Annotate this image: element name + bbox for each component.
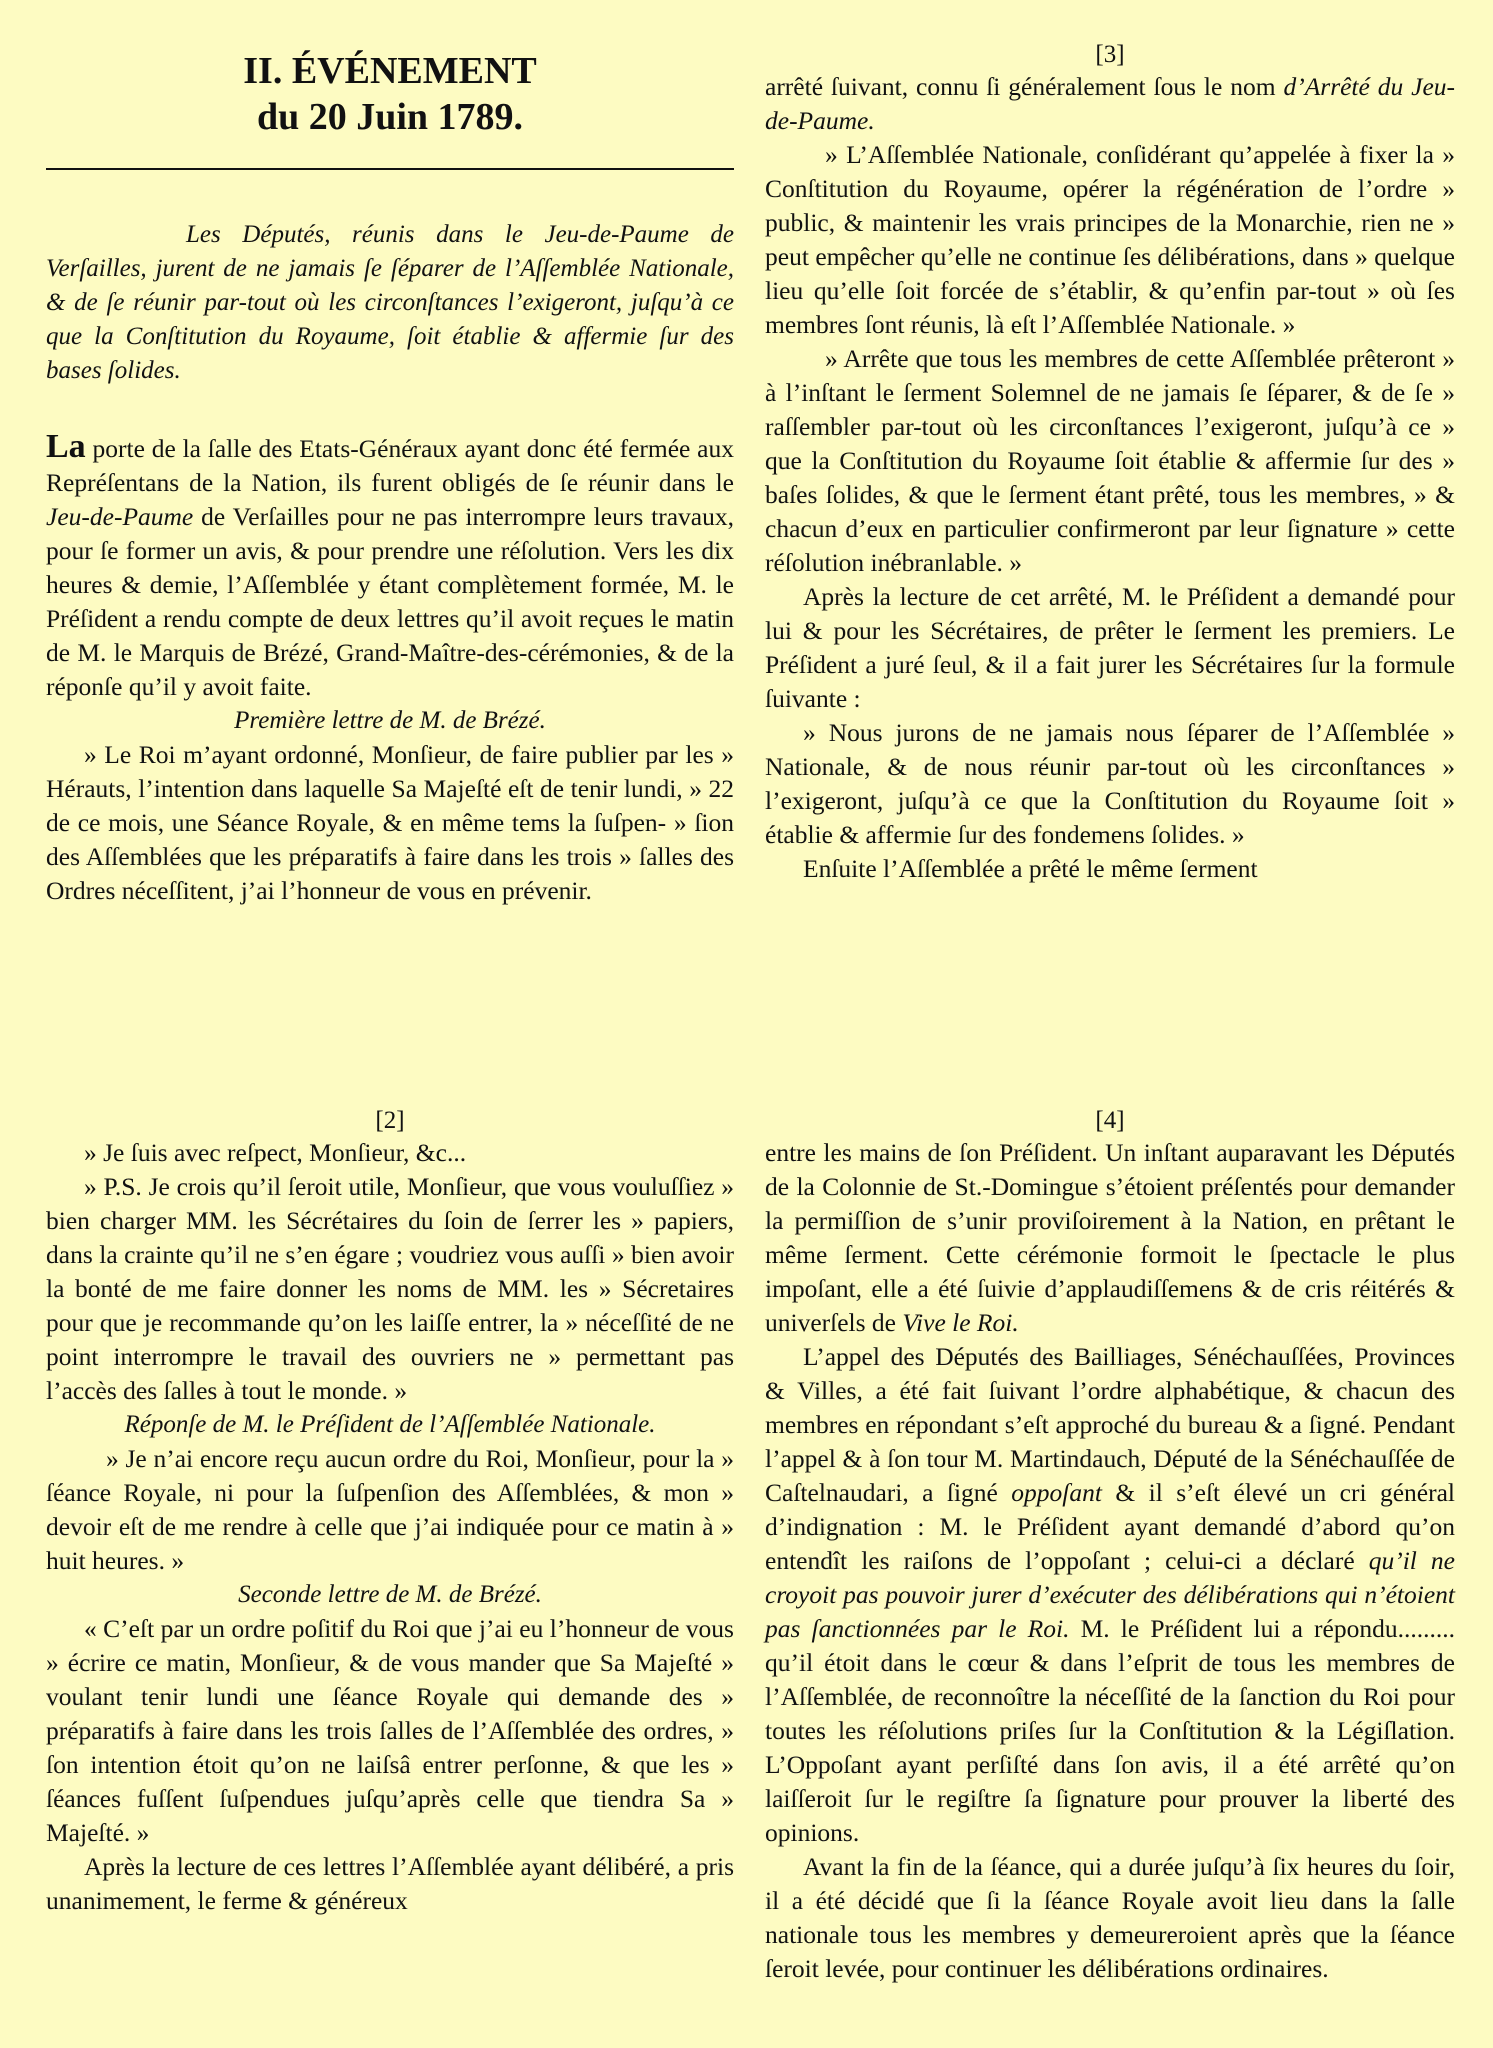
paragraph xyxy=(765,1136,1455,1340)
page-number: [2] xyxy=(375,1107,405,1134)
page-number: [4] xyxy=(1095,1107,1125,1134)
paragraph-emphasis: d’Arrêté du Jeu-de-Paume. xyxy=(765,72,1456,135)
paragraph: Après la lecture de ces lettres l’Aſſemblée ayant délibéré, a pris unanimement, le ferme & généreux xyxy=(46,1852,734,1915)
lettrine: La xyxy=(46,428,86,465)
paragraph-text: & il s’eſt élevé un cri général d’indignation : M. le Préſident ayant demandé d’abord qu’on entendît les raiſons de l’oppoſant ; celui-ci a déclaré xyxy=(765,1478,1455,1575)
paragraph-text: M. le Préſident lui a répondu......... qu’il étoit dans le cœur & dans l’eſprit de tous les membres de l’Aſſemblée, de reconnoître la néceſſité de la ſanction du Roi pour toutes les réſolutions priſes ſur la Conſtitution & la Légiſlation. L’Oppoſant ayant perſiſté dans ſon avis, il a été arrêté qu’on laiſſeroit ſur le regiſtre ſa ſignature pour prouver la liberté des opinions. xyxy=(765,1614,1455,1847)
paragraph xyxy=(765,70,1455,138)
letter-1-text: » Le Roi m’ayant ordonné, Monſieur, de faire publier par les » Hérauts, l’intention dans laquelle Sa Majeſté eſt de tenir lundi, » 22 de ce mois, une Séance Royale, & en même tems la ſuſpen- » ſion des Aſſemblées que les préparatifs à faire dans les trois » ſalles des Ordres néceſſitent, j’ai l’honneur de vous en prévenir. xyxy=(46,740,734,905)
letter-1-heading: Première lettre de M. de Brézé. xyxy=(234,707,546,734)
paragraph: Avant la fin de la ſéance, qui a durée juſqu’à ſix heures du ſoir, il a été décidé que ſi la ſéance Royale avoit lieu dans la ſalle nationale tous les membres y demeureroient après que la ſéance ſeroit levée, pour continuer les délibérations ordinaires. xyxy=(765,1852,1455,1983)
paragraph-emphasis: Vive le Roi. xyxy=(902,1308,1019,1337)
page-2 xyxy=(46,1106,734,1918)
paragraph-text: arrêté ſuivant, connu ſi généralement ſous le nom xyxy=(765,72,1284,101)
letter-2-text: « C’eſt par un ordre poſitif du Roi que j’ai eu l’honneur de vous » écrire ce matin, Monſieur, & de vous mander que Sa Majeſté » voulant tenir lundi une ſéance Royale qui demande des » préparatifs à faire dans les trois ſalles de l’Aſſemblée des ordres, » ſon intention étoit qu’on ne laiſsâ entrer perſonne, & que les » ſéances fuſſent ſuſpendues juſqu’après celle que tiendra Sa » Majeſté. » xyxy=(46,1614,734,1847)
letter-closing: » Je ſuis avec reſpect, Monſieur, &c... xyxy=(84,1138,467,1167)
paragraph: Enſuite l’Aſſemblée a prêté le même ſerment xyxy=(803,854,1258,883)
decree-paragraph-1: » L’Aſſemblée Nationale, conſidérant qu’appelée à fixer la » Conſtitution du Royaume, opérer la régénération de l’ordre » public, & maintenir les vrais principes de la Monarchie, rien ne » peut empêcher qu’elle ne continue ſes délibérations, dans » quelque lieu qu’elle ſoit forcée de s’établir, & qu’enfin par-tout » où ſes membres ſont réunis, là eſt l’Aſſemblée Nationale. » xyxy=(765,140,1455,339)
body-emphasis: Jeu-de-Paume xyxy=(46,502,194,531)
letter-2-heading: Seconde lettre de M. de Brézé. xyxy=(238,1581,542,1608)
paragraph-emphasis: qu’il ne croyoit pas pouvoir jurer d’exécuter des délibérations qui n’étoient pas ſanctionnées par le Roi. xyxy=(765,1546,1455,1643)
body-paragraph xyxy=(46,430,734,704)
page-title xyxy=(46,48,734,140)
oath-text: » Nous jurons de ne jamais nous ſéparer de l’Aſſemblée » Nationale, & de nous réunir par-tout où les circonſtances » l’exigeront, juſqu’à ce que la Conſtitution du Royaume ſoit » établie & affermie ſur des fondemens ſolides. » xyxy=(765,718,1455,849)
page-3 xyxy=(765,40,1455,886)
paragraph-emphasis: oppoſant xyxy=(1011,1478,1102,1507)
postscript: » P.S. Je crois qu’il ſeroit utile, Monſieur, que vous vouluſſiez » bien charger MM. les Sécrétaires du ſoin de ſerrer les » papiers, dans la crainte qu’il ne s’en égare ; voudriez vous auſſi » bien avoir la bonté de me faire donner les noms de MM. les » Sécretaires pour que je recommande qu’on les laiſſe entrer, la » néceſſité de ne point interrompre le travail des ouvriers ne » permettant pas l’accès des ſalles à tout le monde. » xyxy=(46,1172,734,1405)
paragraph xyxy=(765,1340,1455,1850)
reply-text: » Je n’ai encore reçu aucun ordre du Roi, Monſieur, pour la » ſéance Royale, ni pour la ſuſpenſion des Aſſemblées, & mon » devoir eſt de me rendre à celle que j’ai indiquée pour ce matin à » huit heures. » xyxy=(46,1444,734,1575)
reply-heading: Réponſe de M. le Préſident de l’Aſſemblée Nationale. xyxy=(124,1411,656,1438)
paragraph: Après la lecture de cet arrêté, M. le Préſident a demandé pour lui & pour les Sécrétaires, de prêter le ſerment les premiers. Le Préſident a juré ſeul, & il a fait jurer les Sécrétaires ſur la formule ſuivante : xyxy=(765,582,1455,713)
body-text-a: porte de la ſalle des Etats-Généraux ayant donc été fermée aux Repréſentans de la Nation, ils furent obligés de ſe réunir dans le xyxy=(46,434,734,497)
page-4 xyxy=(765,1106,1455,1986)
title-line-2: du 20 Juin 1789. xyxy=(256,96,524,138)
paragraph-text: L’appel des Députés des Bailliages, Sénéchauſſées, Provinces & Villes, a été fait ſuivant l’ordre alphabétique, & chacun des membres en répondant s’eſt approché du bureau & a ſigné. Pendant l’appel & à ſon tour M. Martindauch, Député de la Sénéchauſſée de Caſtelnaudari, a ſigné xyxy=(765,1342,1455,1507)
page-number: [3] xyxy=(1095,41,1125,68)
page-1 xyxy=(46,40,734,908)
body-text-b: de Verſailles pour ne pas interrompre leurs travaux, pour ſe former un avis, & pour prendre une réſolution. Vers les dix heures & demie, l’Aſſemblée y étant complètement formée, M. le Préſident a rendu compte de deux lettres qu’il avoit reçues le matin de M. le Marquis de Brézé, Grand-Maître-des-cérémonies, & de la réponſe qu’il y avoit faite. xyxy=(46,502,734,701)
paragraph-text: entre les mains de ſon Préſident. Un inſtant auparavant les Députés de la Colonnie de St.-Domingue s’étoient préſentés pour demander la permiſſion de s’unir proviſoirement à la Nation, en prêtant le même ſerment. Cette cérémonie formoit le ſpectacle le plus impoſant, elle a été ſuivie d’applaudiſſemens & de cris réitérés & univerſels de xyxy=(765,1138,1455,1337)
chapter-summary: Les Députés, réunis dans le Jeu-de-Paume de Verſailles, jurent de ne jamais ſe ſéparer de l’Aſſemblée Nationale, & de ſe réunir par-tout où les circonſtances l’exigeront, juſqu’à ce que la Conſtitution du Royaume, ſoit établie & affermie ſur des bases ſolides. xyxy=(46,221,734,384)
title-rule xyxy=(46,168,734,170)
title-line-1: II. ÉVÉNEMENT xyxy=(243,50,537,92)
decree-paragraph-2: » Arrête que tous les membres de cette Aſſemblée prêteront » à l’inſtant le ſerment Solemnel de ne jamais ſe ſéparer, & de ſe » raſſembler par-tout où les circonſtances l’exigeront, juſqu’à ce » que la Conſtitution du Royaume ſoit établie & affermie ſur des » baſes ſolides, & que le ſerment étant prêté, tous les membres, » & chacun d’eux en particulier confirmeront par leur ſignature » cette réſolution inébranlable. » xyxy=(765,344,1455,577)
